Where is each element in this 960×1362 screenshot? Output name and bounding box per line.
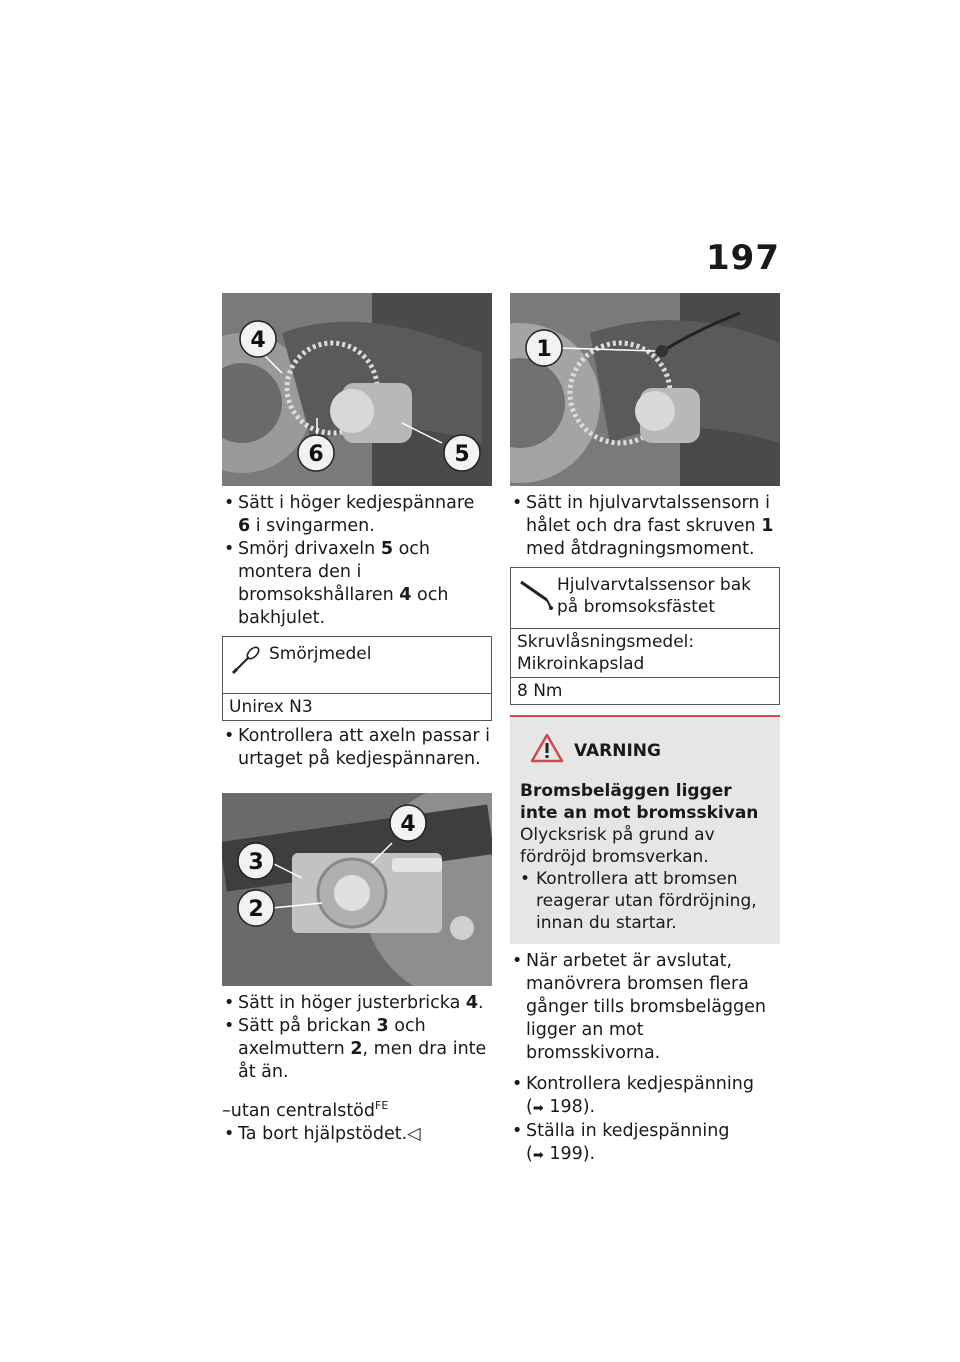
page-number: 197	[706, 238, 780, 278]
callout-label: 3	[248, 850, 264, 875]
photo-axle-nut-washer	[222, 793, 492, 986]
page-ref-arrow-icon: ➡	[532, 1101, 544, 1116]
step-grease-axle: • Smörj drivaxeln 5 och montera den i bromsokshållaren 4 och bakhjulet.	[222, 538, 492, 630]
warning-triangle-icon	[530, 733, 564, 768]
callout-label: 2	[248, 897, 264, 922]
step-check-axle: • Kontrollera att axeln passar i urtaget på kedjespännaren.	[222, 725, 492, 771]
callout-label: 5	[454, 442, 470, 467]
spec-title: Hjulvarvtalssensor bak på bromsoksfästet	[557, 575, 751, 617]
warning-text: Olycksrisk på grund av fördröjd bromsverkan.	[520, 825, 715, 867]
step-insert-adjusting-washer: • Sätt in höger justerbricka 4.	[222, 992, 492, 1015]
callout-label: 6	[308, 442, 324, 467]
spec-threadlocker: Skruvlåsningsmedel: Mikroinkapslad	[511, 628, 779, 677]
step-insert-speed-sensor: • Sätt in hjulvarvtalssensorn i hålet och dra fast skruven 1 med åtdragningsmoment.	[510, 492, 780, 561]
page-ref-link[interactable]: 199).	[549, 1144, 596, 1164]
spec-value: Unirex N3	[223, 693, 491, 720]
right-column	[510, 293, 780, 1167]
page-ref-arrow-icon: ➡	[532, 1148, 544, 1163]
step-adjust-chain-tension: • Ställa in kedjespänning (➡ 199).	[510, 1120, 780, 1167]
grease-gun-icon	[229, 643, 269, 683]
lubricant-spec-table	[222, 636, 492, 721]
photo-wheel-speed-sensor	[510, 293, 780, 486]
step-fit-axle-nut: • Sätt på brickan 3 och axelmuttern 2, men dra inte åt än.	[222, 1015, 492, 1084]
left-column	[222, 293, 492, 1146]
warning-title: Bromsbeläggen ligger inte an mot bromsskivan	[520, 781, 759, 823]
callout-label: 1	[536, 337, 552, 362]
warning-instruction: • Kontrollera att bromsen reagerar utan fördröjning, innan du startar.	[520, 868, 770, 934]
callout-label: 4	[250, 328, 266, 353]
spec-title: Smörjmedel	[269, 644, 372, 664]
torque-spec-table	[510, 567, 780, 705]
step-operate-brake: • När arbetet är avslutat, manövrera bromsen flera gånger tills bromsbeläggen ligger an mot bromsskivorna.	[510, 950, 780, 1065]
spec-torque-value: 8 Nm	[511, 677, 779, 704]
callout-label: 4	[400, 812, 416, 837]
warning-label: VARNING	[574, 740, 661, 761]
photo-axle-chain-adjuster	[222, 293, 492, 486]
page-ref-link[interactable]: 198).	[549, 1097, 596, 1117]
step-remove-support: • Ta bort hjälpstödet.◁	[222, 1123, 492, 1146]
step-check-chain-tension: • Kontrollera kedjespänning (➡ 198).	[510, 1073, 780, 1120]
condition-no-centre-stand: –utan centralstöd$^{FE}$	[222, 1099, 389, 1121]
torque-wrench-icon	[517, 574, 557, 614]
warning-box	[510, 715, 780, 944]
step-insert-chain-adjuster: • Sätt i höger kedjespännare 6 i svingarmen.	[222, 492, 492, 538]
